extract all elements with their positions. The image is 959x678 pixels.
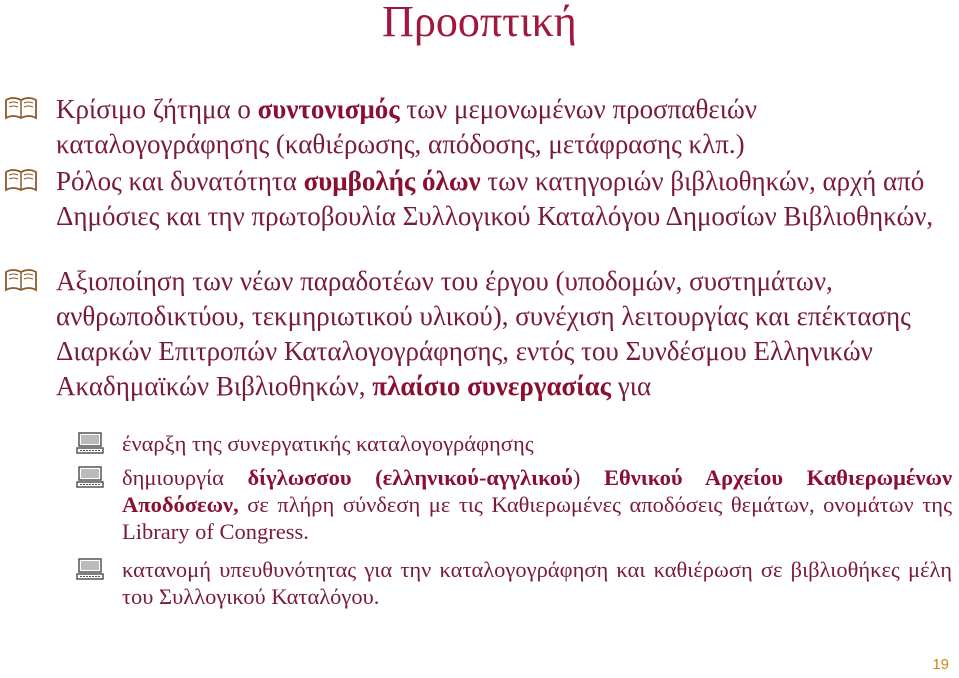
computer-icon (76, 466, 104, 488)
computer-icon (76, 432, 104, 454)
sub-bullet-text: έναρξη της συνεργατικής καταλογογράφησης (122, 431, 534, 456)
bullet-emphasis: συντονισμός (257, 94, 400, 124)
bullet-emphasis: συμβολής όλων (303, 166, 481, 196)
sub-bullet-creation (122, 464, 952, 545)
page-number: 19 (932, 656, 949, 673)
sub-bullet-allocation (122, 556, 952, 610)
sub-bullet-text: δημιουργία (122, 465, 248, 490)
bullet-contribution (56, 164, 946, 234)
computer-icon (76, 558, 104, 580)
bullet-text: για (611, 371, 652, 401)
bullet-text: των μεμονωμένων προσπαθειών καταλογογράφησης (καθιέρωσης, απόδοσης, μετάφρασης κλπ.) (56, 94, 757, 159)
sub-bullet-text: κατανομή υπευθυνότητας για την καταλογογράφηση και καθιέρωση σε βιβλιοθήκες μέλη του Συλλογικού Καταλόγου. (122, 557, 952, 609)
sub-bullet-start (122, 430, 952, 457)
bullet-text: Αξιοποίηση των νέων παραδοτέων του έργου (υποδομών, συστημάτων, ανθρωποδικτύου, τεκμηριωτικού υλικού), συνέχιση λειτουργίας και επέκτασης Διαρκών Επιτροπών Καταλογογράφησης, εντός του Συνδέσμου Ελληνικών Ακαδημαϊκών Βιβλιοθηκών, (56, 266, 911, 401)
sub-bullet-emphasis: δίγλωσσου (ελληνικού-αγγλικού (247, 465, 573, 490)
bullet-emphasis: πλαίσιο συνεργασίας (372, 371, 612, 401)
bullet-text: Κρίσιμο ζήτημα ο (56, 94, 258, 124)
sub-bullet-text: ) (572, 465, 604, 490)
bullet-text: Ρόλος και δυνατότητα (56, 166, 304, 196)
page-title: Προοπτική (382, 0, 577, 46)
sub-bullet-text: σε πλήρη σύνδεση με τις Καθιερωμένες αποδόσεις θεμάτων, ονομάτων της Library of Congress. (122, 492, 952, 544)
bullet-text: των κατηγοριών βιβλιοθηκών, αρχή από Δημόσιες και την πρωτοβουλία Συλλογικού Καταλόγου Δημοσίων Βιβλιοθηκών, (56, 166, 934, 231)
book-icon (4, 94, 38, 122)
sub-bullet-emphasis: Εθνικού Αρχείου Καθιερωμένων Αποδόσεων, (122, 465, 953, 517)
book-icon (4, 166, 38, 194)
bullet-utilization (56, 264, 946, 404)
book-icon (4, 266, 38, 294)
bullet-coordination (56, 92, 946, 162)
